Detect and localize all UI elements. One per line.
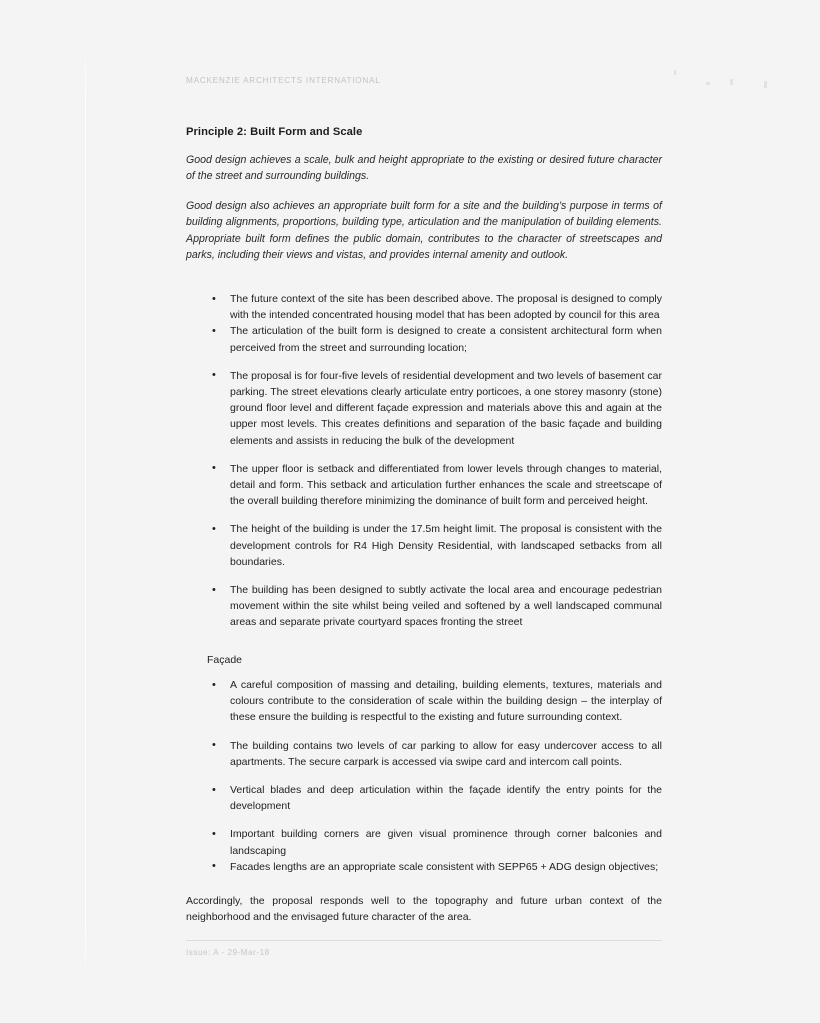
- intro-paragraph: Good design also achieves an appropriate built form for a site and the building’s purpose in terms of building alignments, proportions, building type, articulation and the manipulation of building elements. Appropriate built form defines the public domain, contributes to the character of streetscapes and parks, including their views and vistas, and provides internal amenity and outlook.: [186, 199, 662, 262]
- list-item: • Facades lengths are an appropriate scale consistent with SEPP65 + ADG design objectives;: [186, 859, 662, 875]
- list-item: • Important building corners are given visual prominence through corner balconies and landscaping: [186, 826, 662, 858]
- scan-edge-artifact: [85, 42, 86, 982]
- list-item: • The future context of the site has been described above. The proposal is designed to comply with the intended concentrated housing model that has been adopted by council for this area: [186, 291, 662, 323]
- running-header: MACKENZIE ARCHITECTS INTERNATIONAL: [186, 76, 381, 85]
- footer-issue-text: Issue: A - 29-Mar-18: [186, 948, 270, 957]
- main-bullet-list: [186, 291, 662, 631]
- intro-paragraphs: [186, 152, 662, 276]
- intro-paragraph: Good design achieves a scale, bulk and height appropriate to the existing or desired future character of the street and surrounding buildings.: [186, 154, 662, 183]
- closing-paragraph: Accordingly, the proposal responds well to the topography and future urban context of the neighborhood and the envisaged future character of the area.: [186, 895, 662, 924]
- facade-bullet-list: [186, 677, 662, 875]
- list-item: • The height of the building is under the 17.5m height limit. The proposal is consistent with the development controls for R4 High Density Residential, with landscaped setbacks from all boundaries.: [186, 521, 662, 570]
- list-item: • The building contains two levels of car parking to allow for easy undercover access to all apartments. The secure carpark is accessed via swipe card and intercom call points.: [186, 738, 662, 770]
- footer-divider: [186, 940, 662, 941]
- list-item: • The building has been designed to subtly activate the local area and encourage pedestrian movement within the site whilst being veiled and softened by a well landscaped communal areas and separate private courtyard spaces fronting the street: [186, 582, 662, 631]
- list-item: • A careful composition of massing and detailing, building elements, textures, materials and colours contribute to the consideration of scale within the building design – the interplay of these ensure the building is respectful to the existing and future surrounding context.: [186, 677, 662, 726]
- page-footer: [186, 940, 662, 957]
- list-item: • Vertical blades and deep articulation within the façade identify the entry points for the development: [186, 782, 662, 814]
- page-title: Principle 2: Built Form and Scale: [186, 126, 363, 138]
- list-item: • The proposal is for four-five levels of residential development and two levels of basement car parking. The street elevations clearly articulate entry porticoes, a one storey masonry (stone) ground floor level and different façade expression and materials above this and again at the upper most levels. This creates definitions and separation of the basic façade and building elements and assists in reducing the bulk of the development: [186, 368, 662, 449]
- facade-section: [186, 652, 662, 875]
- list-item: • The upper floor is setback and differentiated from lower levels through changes to material, detail and form. This setback and articulation further enhances the scale and streetscape of the overall building therefore minimizing the dominance of built form and perceived height.: [186, 461, 662, 510]
- scan-speckle-artifacts: [664, 60, 794, 96]
- list-item: • The articulation of the built form is designed to create a consistent architectural form when perceived from the street and surrounding location;: [186, 323, 662, 355]
- closing-paragraph-block: [186, 893, 662, 925]
- facade-subheading: Façade: [207, 654, 243, 666]
